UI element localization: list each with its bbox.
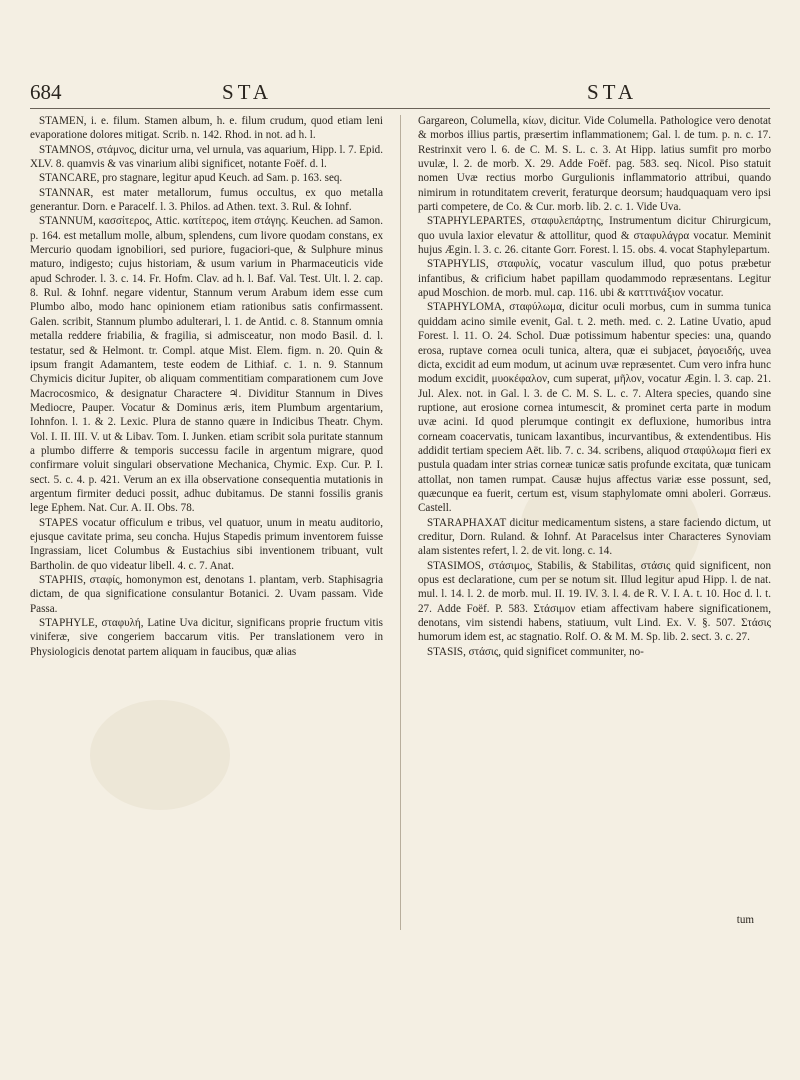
entry-stamnos: STAMNOS, στάμνος, dicitur urna, vel urnula, vas aquarium, Hipp. l. 7. Epid. XLV. 8. quamvis & vas vinarium alibi significet, notante Foëf. d. l. bbox=[30, 143, 383, 171]
running-head-left: STA bbox=[222, 80, 272, 104]
entry-staphylis: STAPHYLIS, σταφυλίς, vocatur vasculum illud, quo potus præbetur infantibus, & crificium habet papillam quodammodo repræsentans. Legitur apud Moschion. de morb. mul. cap. 116. ubi & κατττινάξιον vocatur. bbox=[418, 258, 771, 300]
entry-stapes: STAPES vocatur officulum e tribus, vel quatuor, unum in meatu auditorio, ejusque cavitate prima, seu concha. Hujus Stapedis primum inventorem fuisse Ingrassiam, licet Columbus & Eustachius sibi inventionem tribuant, vult Bartholin. de quo videatur libell. 4. c. 7. Anat. bbox=[30, 516, 383, 572]
entry-staphyle: STAPHYLE, σταφυλή, Latine Uva dicitur, significans proprie fructum vitis viniferæ, sive congeriem baccarum vitis. Per translationem vero in Physiologicis denotat partem aliquam in faucibus, quæ alias bbox=[30, 617, 383, 658]
entry-stamen: STAMEN, i. e. filum. Stamen album, h. e. filum crudum, quod etiam leni evaporatione dolores mitigat. Scrib. n. 142. Rhod. in not. ad h. l. bbox=[30, 115, 383, 142]
entry-stasimos: STASIMOS, στάσιμος, Stabilis, & Stabilitas, στάσις quid significent, non opus est declaratione, cum per se notum sit. Illud legitur apud Hipp. l. de nat. mul. l. 14. l. 2. de morb. mul. II. 19. IV. 3. l. 4. de R. V. I. A. t. 10. Hoc d. l. t. 27. Adde Foëf. P. 583. Στάσιμον etiam affectivam habere significationem, denotans, vim sistendi habens, statiuum, vult Lind. Ex. V. §. 507. Στάσις humorum idem est, ac stagnatio. Rolf. O. & M. M. Sp. lib. 2. sect. 3. c. 27. bbox=[418, 559, 771, 644]
column-divider bbox=[400, 115, 401, 930]
entry-staphyloma: STAPHYLOMA, σταφύλωμα, dicitur oculi morbus, cum in summa tunica quiddam acino simile evenit, Gal. t. 2. meth. med. c. 2. Latine Uvatio, apud Forest. l. 11. O. 24. Schol. Duæ potissimum habentur species: una, quando erosa, ruptave cornea oculi tunica, altera, quæ ei subjacet, ῥαγοειδής, uvea dicta, excidit ad eum modum, ut acinum uvæ repræsentet. Cum vero infra hunc modum excidit, μυοκέφαλον, cum superat, μῆλον, vocatur Ægin. l. 3. cap. 21. Jul. Alex. not. in Gal. l. 3. de C. M. S. L. c. 7. Altera species, quando sine ruptione, aut erosione cornea intumescit, & prominet certa parte in modum uvæ acini. Id quod plerumque contingit ex defluxione, humoribus intra corneam coacervatis, tunicam laxantibus, incurvantibus, & extendentibus. His addidit tertiam speciem Aët. lib. 7. c. 34. scribens, aliquod σταφύλωμα fieri ex pustula quadam inter strias corneæ tunicæ satis profunde excitata, quæ tunicam attollat, non tamen rumpat. Causæ hujus affectus variæ esse possunt, sed, quæcunque ea fuerit, certum est, visum staphylomate omni aboleri. Gorræus. Castell. bbox=[418, 301, 771, 515]
entry-stannum: STANNUM, κασσίτερος, Attic. κατίτερος, item στάγης. Keuchen. ad Samon. p. 164. est metallum molle, album, splendens, cum livore quodam constans, ex Mercurio quodam ignobiliori, sed puriore, fugaciori-que, & Sulphure minus maturo, indigesto; cujus historiam, & usum varium in Pharmaceuticis vide apud Schroder. l. 3. c. 14. Fr. Hofm. Clav. ad h. l. Baf. Val. Test. Ult. l. 2. cap. 8. Rul. & Iohnf. negare videntur, Stannum verum Arabum idem esse cum Plumbo albo, modo hanc opinionem etiam rationibus satis confirmassent. Galen. scribit, Stannum plumbo adulterari, l. 1. de Antid. c. 8. Stannum omnia metalla reddere friabilia, & fragilia, si admisceatur, non modo Basil. d. l. testatur, sed & Helmont. tr. Compl. atque Mist. Elem. figm. n. 20. Quin & ipsum frangit Adamantem, teste eodem de Lithiaf. c. 1. n. 9. Stannum Chymicis dicitur Jupiter, ob aliquam commentitiam comparationem cum Jove Macrocosmico, & designatur Charactere ♃. Dividitur Stannum in Dives Mediocre, Pauper. Vocatur & Dominus æris, item Plumbum argentarium, Iohnfon. l. 1. & 2. Lexic. Plura de stanno quære in Indicibus Theatr. Chym. Vol. I. II. III. V. ut & Libav. Tom. I. Junken. etiam scribit sola puritate stannum a plumbo differre & temporis successu facile in argentum migrare, quod confirmare voluit singulari observatione Mechanica, Chymic. Exp. Cur. P. I. sect. 5. c. 4. p. 421. Verum an ex illa observatione consequentia mutationis in argentum firmiter deduci possit, adhuc dubitamus. De stanni fossilis granis lege Ephem. Nat. Cur. A. II. Obs. 78. bbox=[30, 215, 383, 515]
entry-stannar: STANNAR, est mater metallorum, fumus occultus, ex quo metalla generantur. Dorn. e Paracelf. l. 3. Philos. ad Athen. text. 3. Rul. & Iohnf. bbox=[30, 186, 383, 214]
entry-staraphaxat: STARAPHAXAT dicitur medicamentum sistens, a stare faciendo dictum, ut creditur, Dorn. Ruland. & Iohnf. At Paracelsus inter Characteres Synoviam alam sistentes refert, l. 2. de vit. long. c. 14. bbox=[418, 516, 771, 558]
page-number: 684 bbox=[30, 80, 62, 104]
entry-stasis: STASIS, στάσις, quid significet communiter, no- bbox=[427, 645, 644, 658]
catchword: tum bbox=[736, 914, 754, 926]
running-head-right: STA bbox=[587, 80, 637, 104]
entry-stancare: STANCARE, pro stagnare, legitur apud Keuch. ad Sam. p. 163. seq. bbox=[39, 172, 343, 185]
paper-stain bbox=[90, 700, 230, 810]
right-column bbox=[418, 114, 771, 659]
entry-staphylepartes: STAPHYLEPARTES, σταφυλεπάρτης, Instrumentum dicitur Chirurgicum, quo uvula laxior elevatur & attollitur, quod & σταφυλάγρα vocatur. Meminit hujus Ægin. l. 3. c. 26. citante Gorr. Forest. l. 15. obs. 4. vocat Staphylepartum. bbox=[418, 215, 771, 257]
header-rule bbox=[30, 108, 770, 109]
entry-staphis: STAPHIS, σταφίς, homonymon est, denotans 1. plantam, verb. Staphisagria dictam, de qua significatione consulantur Botanici. 2. Uvam passam. Vide Passa. bbox=[30, 574, 383, 615]
page-header bbox=[30, 80, 772, 110]
left-column bbox=[30, 114, 383, 659]
entry-staphyle-cont: Gargareon, Columella, κίων, dicitur. Vide Columella. Pathologice vero denotat & morbos illius partis, præsertim inflammationem; Gal. l. de tum. p. n. c. 17. Restrinxit vero l. 6. de C. M. S. L. c. 3. At Hipp. latius sumfit pro morbo uvulæ, l. 2. de morb. X. 29. Adde Foëf. pag. 583. seq. Nicol. Piso statuit nomen Uvæ rectius morbo Gurgulionis inflammatorio attribui, quando nimirum in rotunditatem creverit, feraturque deorsum; haudquaquam vero ipsi parti competere, de Co. & Cur. morb. lib. 2. c. 1. Vide Uva. bbox=[418, 115, 771, 214]
